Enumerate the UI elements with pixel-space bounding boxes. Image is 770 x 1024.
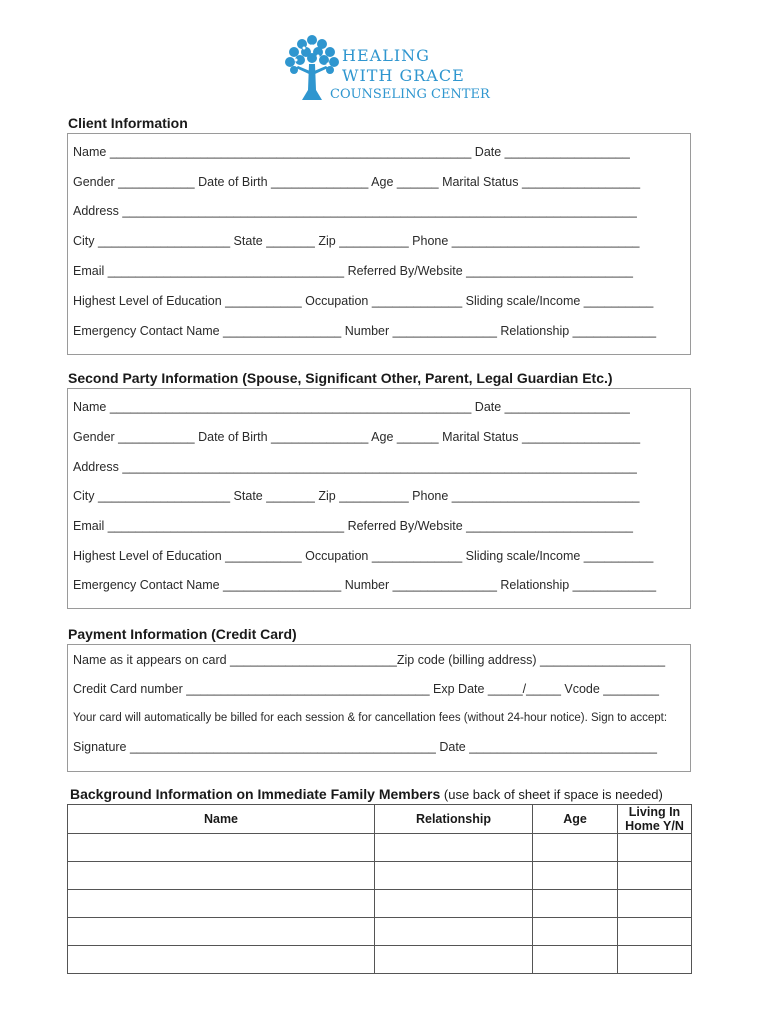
second-emergency-field[interactable]: Emergency Contact Name _________________ Number _______________ Relationship ____________ (73, 578, 657, 592)
second-city-field[interactable]: City ___________________ State _______ Zip __________ Phone ___________________________ (73, 489, 640, 503)
family-living-cell[interactable] (618, 946, 692, 974)
second-gender-field[interactable]: Gender ___________ Date of Birth ______________ Age ______ Marital Status _________________ (73, 430, 641, 444)
family-name-cell[interactable] (68, 834, 375, 862)
client-gender-field[interactable]: Gender ___________ Date of Birth ______________ Age ______ Marital Status _________________ (73, 175, 641, 189)
client-city-field[interactable]: City ___________________ State _______ Zip __________ Phone ___________________________ (73, 234, 640, 248)
family-relationship-cell[interactable] (375, 834, 533, 862)
col-age-header: Age (533, 805, 618, 834)
family-living-cell[interactable] (618, 834, 692, 862)
family-name-cell[interactable] (68, 890, 375, 918)
client-name-field[interactable]: Name ____________________________________________________ Date __________________ (73, 145, 630, 159)
family-name-cell[interactable] (68, 946, 375, 974)
family-age-cell[interactable] (533, 890, 618, 918)
col-living-header: Living In Home Y/N (618, 805, 692, 834)
client-email-field[interactable]: Email __________________________________ Referred By/Website ________________________ (73, 264, 633, 278)
second-name-field[interactable]: Name ____________________________________________________ Date __________________ (73, 400, 630, 414)
logo (282, 30, 490, 106)
family-living-cell[interactable] (618, 862, 692, 890)
card-number-field[interactable]: Credit Card number ___________________________________ Exp Date _____/_____ Vcode ________ (73, 682, 659, 696)
logo-line-3: COUNSELING CENTER (330, 87, 490, 102)
second-education-field[interactable]: Highest Level of Education ___________ Occupation _____________ Sliding scale/Income __________ (73, 549, 654, 563)
family-living-cell[interactable] (618, 890, 692, 918)
family-section-title (70, 786, 663, 802)
family-relationship-cell[interactable] (375, 862, 533, 890)
family-title-text: Background Information on Immediate Family Members (70, 786, 441, 802)
second-party-section-title: Second Party Information (Spouse, Significant Other, Parent, Legal Guardian Etc.) (68, 370, 613, 386)
payment-section-title: Payment Information (Credit Card) (68, 626, 297, 642)
family-table-header (68, 805, 692, 834)
family-living-cell[interactable] (618, 918, 692, 946)
client-address-field[interactable]: Address __________________________________________________________________________ (73, 204, 637, 218)
logo-line-2: WITH GRACE (342, 66, 465, 85)
second-address-field[interactable]: Address __________________________________________________________________________ (73, 460, 637, 474)
family-age-cell[interactable] (533, 946, 618, 974)
signature-field[interactable]: Signature ____________________________________________ Date ___________________________ (73, 740, 657, 754)
family-members-table (67, 804, 692, 974)
billing-notice: Your card will automatically be billed for each session & for cancellation fees (without 24-hour notice). Sign to accept: (73, 712, 668, 724)
client-education-field[interactable]: Highest Level of Education ___________ Occupation _____________ Sliding scale/Income __________ (73, 294, 654, 308)
family-relationship-cell[interactable] (375, 890, 533, 918)
family-name-cell[interactable] (68, 862, 375, 890)
family-age-cell[interactable] (533, 834, 618, 862)
table-row (68, 890, 692, 918)
family-title-note: (use back of sheet if space is needed) (440, 787, 663, 802)
family-relationship-cell[interactable] (375, 946, 533, 974)
family-relationship-cell[interactable] (375, 918, 533, 946)
family-age-cell[interactable] (533, 918, 618, 946)
logo-line-1: HEALING (342, 46, 430, 65)
table-row (68, 946, 692, 974)
family-age-cell[interactable] (533, 862, 618, 890)
table-row (68, 862, 692, 890)
family-name-cell[interactable] (68, 918, 375, 946)
col-name-header: Name (68, 805, 375, 834)
card-name-field[interactable]: Name as it appears on card ________________________Zip code (billing address) __________________ (73, 653, 666, 667)
client-section-title: Client Information (68, 115, 188, 131)
table-row (68, 834, 692, 862)
col-relationship-header: Relationship (375, 805, 533, 834)
table-row (68, 918, 692, 946)
second-email-field[interactable]: Email __________________________________ Referred By/Website ________________________ (73, 519, 633, 533)
client-emergency-field[interactable]: Emergency Contact Name _________________ Number _______________ Relationship ____________ (73, 324, 657, 338)
